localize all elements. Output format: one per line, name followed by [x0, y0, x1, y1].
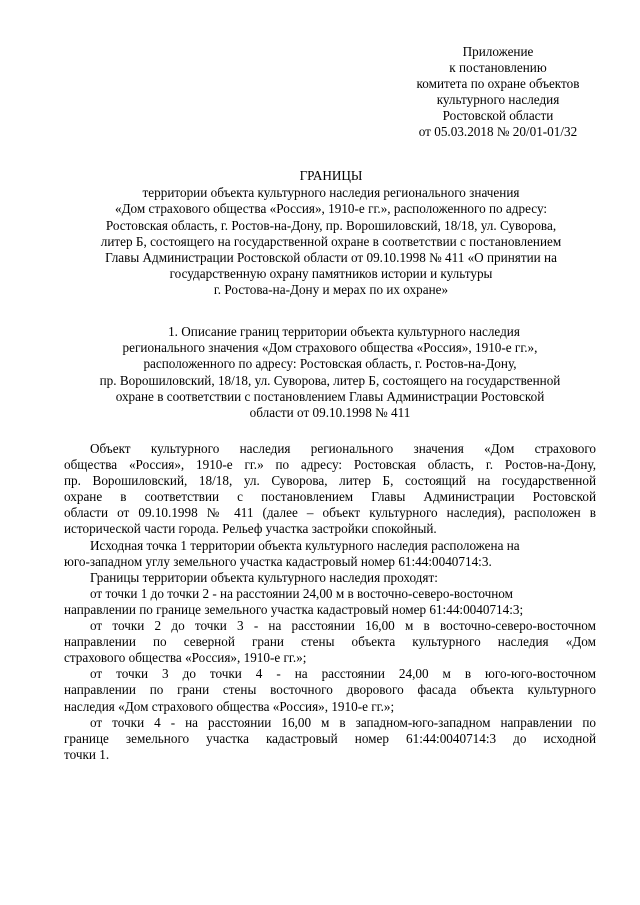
paragraph-line: страхового общества «Россия», 1910-е гг.»; [64, 650, 307, 666]
paragraph-line: направлении по северной грани стены объекта культурного наследия «Дом [64, 634, 596, 650]
section-line: охране в соответствии с постановлением Главы Администрации Ростовской [115, 388, 545, 404]
paragraph-line: от точки 2 до точки 3 - на расстоянии 16,00 м в восточно-северо-восточном [90, 618, 596, 634]
body-text [64, 441, 596, 763]
appendix-line: комитета по охране объектов [416, 76, 580, 91]
title-line: «Дом страхового общества «Россия», 1910-е гг.», расположенного по адресу: [114, 201, 548, 217]
paragraph-line: общества «Россия», 1910-е гг.» по адресу: Ростовская область, г. Ростов-на-Дону, [64, 457, 596, 473]
paragraph-line: Объект культурного наследия регионального значения «Дом страхового [90, 441, 596, 456]
paragraph-line: направлении по грани стены восточного дворового фасада объекта культурного [64, 682, 596, 698]
paragraph-line: от точки 1 до точки 2 - на расстоянии 24,00 м в восточно-северо-восточном [90, 585, 513, 601]
paragraph-line: направлении по границе земельного участка кадастровый номер 61:44:0040714:3; [64, 601, 524, 617]
paragraph-line: границе земельного участка кадастровый номер 61:44:0040714:3 до исходной [64, 730, 596, 746]
title-block [66, 168, 596, 299]
title-line: литер Б, состоящего на государственной охране в соответствии с постановлением [100, 233, 562, 249]
title-line: Главы Администрации Ростовской области от 09.10.1998 № 411 «О принятии на [105, 250, 557, 266]
section-line: области от 09.10.1998 № 411 [249, 405, 411, 421]
appendix-line: от 05.03.2018 № 20/01-01/32 [418, 124, 578, 139]
paragraph-line: исторической части города. Рельеф участка застройки спокойный. [64, 521, 437, 537]
title-line: г. Ростова-на-Дону и мерах по их охране» [213, 282, 449, 298]
title-line: Ростовская область, г. Ростов-на-Дону, пр. Ворошиловский, 18/18, ул. Суворова, [105, 217, 557, 233]
paragraph-line: от точки 4 - на расстоянии 16,00 м в западном-юго-западном направлении по [90, 714, 596, 730]
appendix-line: к постановлению [449, 60, 547, 75]
paragraph-line: охране в соответствии с постановлением Главы Администрации Ростовской [64, 489, 596, 505]
title-line: государственную охрану памятников истории и культуры [169, 266, 493, 282]
paragraph-line: пр. Ворошиловский, 18/18, ул. Суворова, литер Б, состоящий на государственной [64, 473, 596, 489]
section-1-heading [50, 324, 610, 421]
title-line: территории объекта культурного наследия регионального значения [142, 185, 520, 201]
paragraph-line: Исходная точка 1 территории объекта культурного наследия расположена на [90, 537, 520, 553]
paragraph-line: точки 1. [64, 746, 110, 762]
paragraph-line: юго-западном углу земельного участка кадастровый номер 61:44:0040714:3. [64, 553, 492, 569]
paragraph-line: области от 09.10.1998 № 411 (далее – объект культурного наследия), расположен в [64, 505, 596, 521]
paragraph-line: Границы территории объекта культурного наследия проходят: [90, 569, 438, 585]
paragraph-line: наследия «Дом страхового общества «Россия», 1910-е гг.»; [64, 698, 395, 714]
document-heading: ГРАНИЦЫ [299, 168, 363, 183]
appendix-block [380, 44, 616, 140]
section-line: регионального значения «Дом страхового общества «Россия», 1910-е гг.», [122, 340, 538, 356]
appendix-line: Приложение [462, 44, 534, 59]
section-line: пр. Ворошиловский, 18/18, ул. Суворова, литер Б, состоящего на государственной [99, 372, 561, 388]
section-line: расположенного по адресу: Ростовская область, г. Ростов-на-Дону, [143, 356, 517, 372]
appendix-line: культурного наследия [436, 92, 560, 107]
appendix-line: Ростовской области [442, 108, 554, 123]
paragraph-line: от точки 3 до точки 4 - на расстоянии 24,00 м в юго-юго-восточном [90, 666, 596, 682]
section-line: 1. Описание границ территории объекта культурного наследия [168, 324, 520, 339]
